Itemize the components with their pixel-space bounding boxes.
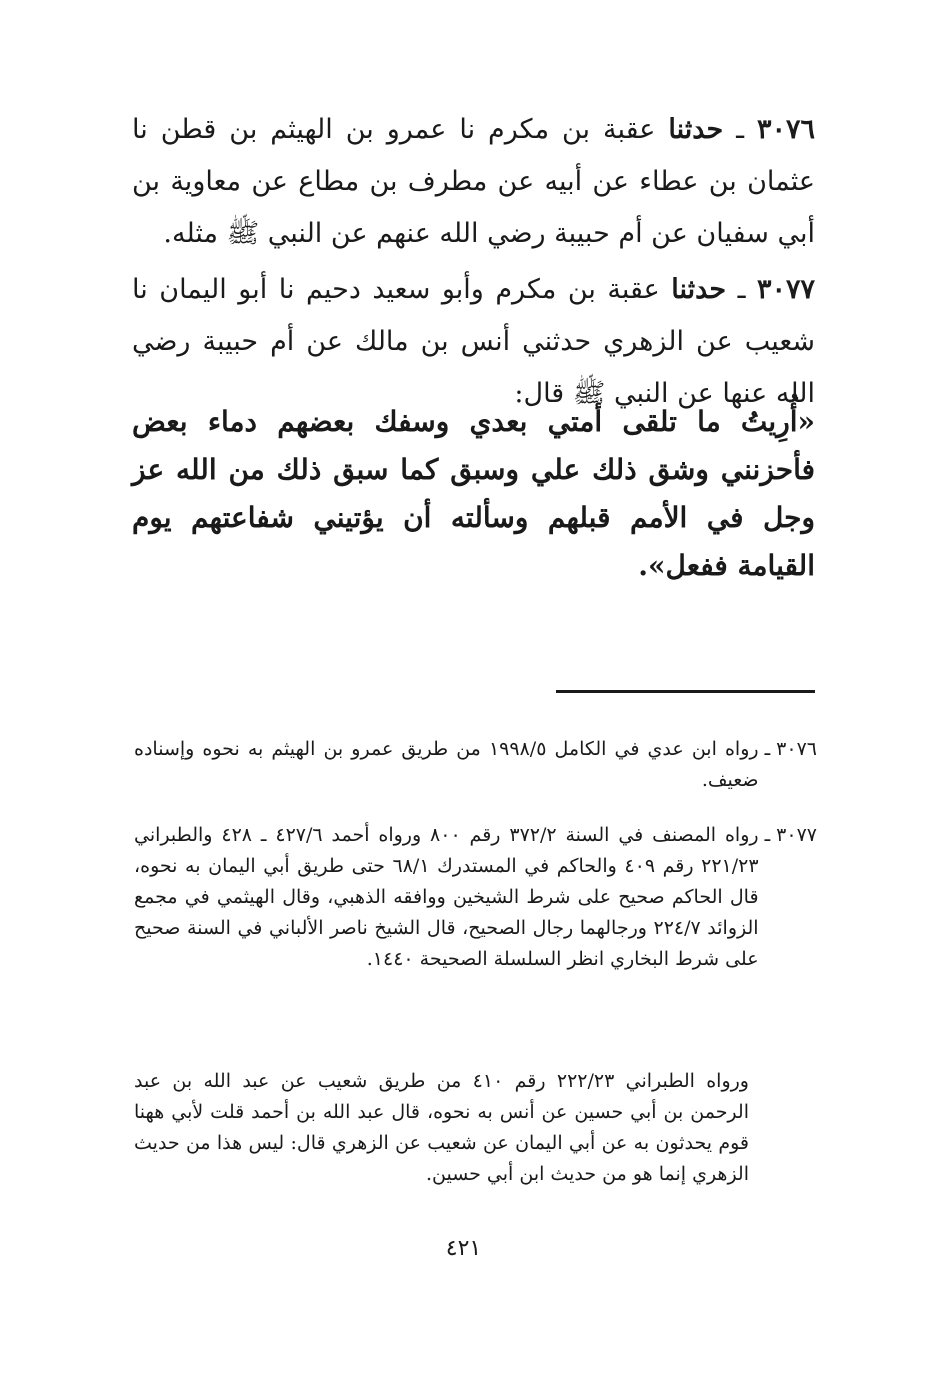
- footnote-number: ٣٠٧٧ ـ: [764, 824, 817, 846]
- footnote-continuation-text: ورواه الطبراني ٢٢٢/٢٣ رقم ٤١٠ من طريق شعيب عن عبد الله بن عبد الرحمن بن أبي حسين عن أنس به نحوه، قال عبد الله بن أحمد قلت لأبي ههنا قوم يحدثون به عن أبي اليمان عن شعيب عن الزهري قال: ليس هذا من حديث الزهري إنما هو من حديث ابن أبي حسين.: [134, 1070, 749, 1185]
- footnote-3077-continuation: [134, 1066, 817, 1190]
- hadith-3077: [132, 264, 815, 420]
- footnote-text: رواه ابن عدي في الكامل ١٩٩٨/٥ من طريق عمرو بن الهيثم به نحوه وإسناده ضعيف.: [134, 738, 759, 791]
- hadith-text: عقبة بن مكرم نا عمرو بن الهيثم بن قطن نا عثمان بن عطاء عن أبيه عن مطرف بن مطاع عن معاوية بن أبي سفيان عن أم حبيبة رضي الله عنهم عن النبي ﷺ مثله.: [132, 114, 815, 249]
- hadith-matn: «أُرِيتُ ما تلقى أمتي بعدي وسفك بعضهم دماء بعض فأحزنني وشق ذلك علي وسبق كما سبق ذلك من الله عز وجل في الأمم قبلهم وسألته أن يؤتيني شفاعتهم يوم القيامة ففعل».: [132, 405, 815, 582]
- hadith-text: عقبة بن مكرم وأبو سعيد دحيم نا أبو اليمان نا شعيب عن الزهري حدثني أنس بن مالك عن أم حبيبة رضي الله عنها عن النبي ﷺ قال:: [132, 274, 815, 409]
- hadith-dash: ـ: [726, 274, 757, 305]
- hadith-keyword: حدثنا: [671, 274, 727, 305]
- hadith-3076: [132, 104, 815, 260]
- footnote-3076: [134, 734, 817, 796]
- page-number: ٤٢١: [445, 1236, 482, 1261]
- hadith-dash: ـ: [723, 114, 757, 145]
- hadith-keyword: حدثنا: [668, 114, 724, 145]
- footnote-3077: [134, 820, 817, 975]
- footnote-text: رواه المصنف في السنة ٣٧٢/٢ رقم ٨٠٠ ورواه أحمد ٤٢٧/٦ ـ ٤٢٨ والطبراني ٢٢١/٢٣ رقم ٤٠٩ والحاكم في المستدرك ٦٨/١ حتى طريق أبي اليمان به نحوه، قال الحاكم صحيح على شرط الشيخين ووافقه الذهبي، وقال الهيثمي في مجمع الزوائد ٢٢٤/٧ ورجالهما رجال الصحيح، قال الشيخ ناصر الألباني في السنة صحيح على شرط البخاري انظر السلسلة الصحيحة ١٤٤٠.: [134, 824, 759, 970]
- hadith-number: ٣٠٧٧: [756, 274, 815, 305]
- footnote-separator: [556, 690, 815, 693]
- hadith-number: ٣٠٧٦: [757, 114, 816, 145]
- footnote-number: ٣٠٧٦ ـ: [764, 738, 817, 760]
